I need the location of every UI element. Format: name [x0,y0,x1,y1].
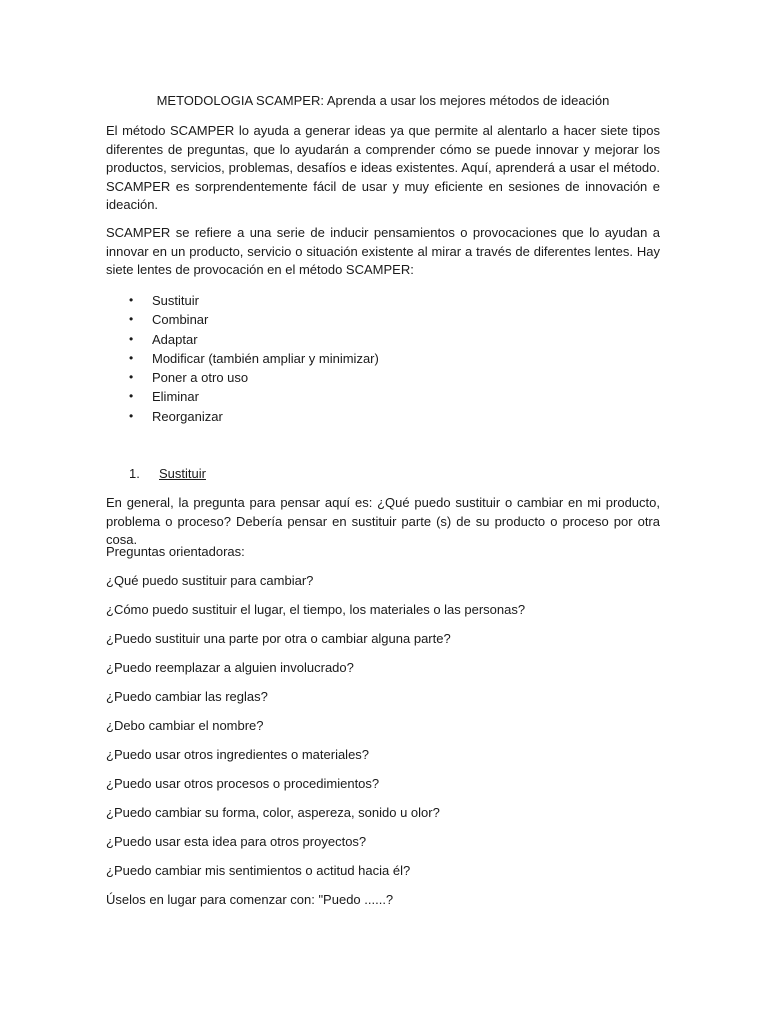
bullet-icon: • [129,389,134,404]
guiding-questions-label: Preguntas orientadoras: [106,544,245,559]
scamper-lenses-list [106,291,379,426]
section-number: 1. [129,466,140,481]
section-paragraph: En general, la pregunta para pensar aquí es: ¿Qué puedo sustituir o cambiar en mi producto, problema o proceso? Debería pensar en sustituir parte (s) de su producto o proceso por otra cosa. [106,495,660,547]
question-line: ¿Puedo usar esta idea para otros proyectos? [106,834,367,849]
intro-paragraph: El método SCAMPER lo ayuda a generar ideas ya que permite al alentarlo a hacer siete tipos diferentes de preguntas, que lo ayudarán a comprender cómo se puede innovar y mejorar los productos, servicios, problemas, desafíos e ideas existentes. Aquí, aprenderá a usar el método. SCAMPER es sorprendentemente fácil de usar y muy eficiente en sesiones de innovación e ideación. [106,123,660,212]
bullet-icon: • [129,312,134,327]
bullet-icon: • [129,350,134,365]
list-item [106,349,379,368]
question-line: ¿Cómo puedo sustituir el lugar, el tiempo, los materiales o las personas? [106,602,526,617]
lens-label: Adaptar [152,331,198,347]
lens-label: Reorganizar [152,408,223,424]
question-line: ¿Puedo reemplazar a alguien involucrado? [106,660,354,675]
question-line: ¿Puedo cambiar mis sentimientos o actitud hacia él? [106,863,411,878]
lenses-intro-paragraph: SCAMPER se refiere a una serie de inducir pensamientos o provocaciones que lo ayudan a innovar en un producto, servicio o situación existente al mirar a través de diferentes lentes. Hay siete lentes de provocación en el método SCAMPER: [106,225,660,277]
bullet-icon: • [129,408,134,423]
section-heading [106,465,206,484]
list-item [106,407,379,426]
closing-line: Úselos en lugar para comenzar con: "Puedo ......? [106,892,394,907]
list-item [106,291,379,310]
lens-label: Poner a otro uso [152,370,249,386]
lens-label: Combinar [152,312,209,328]
question-line: ¿Qué puedo sustituir para cambiar? [106,573,314,588]
list-item [106,387,379,406]
document-title: METODOLOGIA SCAMPER: Aprenda a usar los mejores métodos de ideación [156,93,610,108]
list-item [106,310,379,329]
question-line: ¿Puedo cambiar las reglas? [106,689,268,704]
question-line: ¿Puedo usar otros procesos o procedimientos? [106,776,380,791]
lens-label: Eliminar [152,389,199,405]
question-line: ¿Puedo usar otros ingredientes o materiales? [106,747,370,762]
lens-label: Sustituir [152,293,199,308]
question-line: ¿Debo cambiar el nombre? [106,718,264,733]
lens-label: Modificar (también ampliar y minimizar) [152,350,379,366]
question-line: ¿Puedo sustituir una parte por otra o cambiar alguna parte? [106,631,451,646]
bullet-icon: • [129,293,134,307]
list-item [106,368,379,387]
bullet-icon: • [129,370,134,385]
bullet-icon: • [129,331,134,346]
list-item [106,330,379,349]
section-title: Sustituir [159,466,206,481]
question-line: ¿Puedo cambiar su forma, color, aspereza, sonido u olor? [106,805,440,820]
